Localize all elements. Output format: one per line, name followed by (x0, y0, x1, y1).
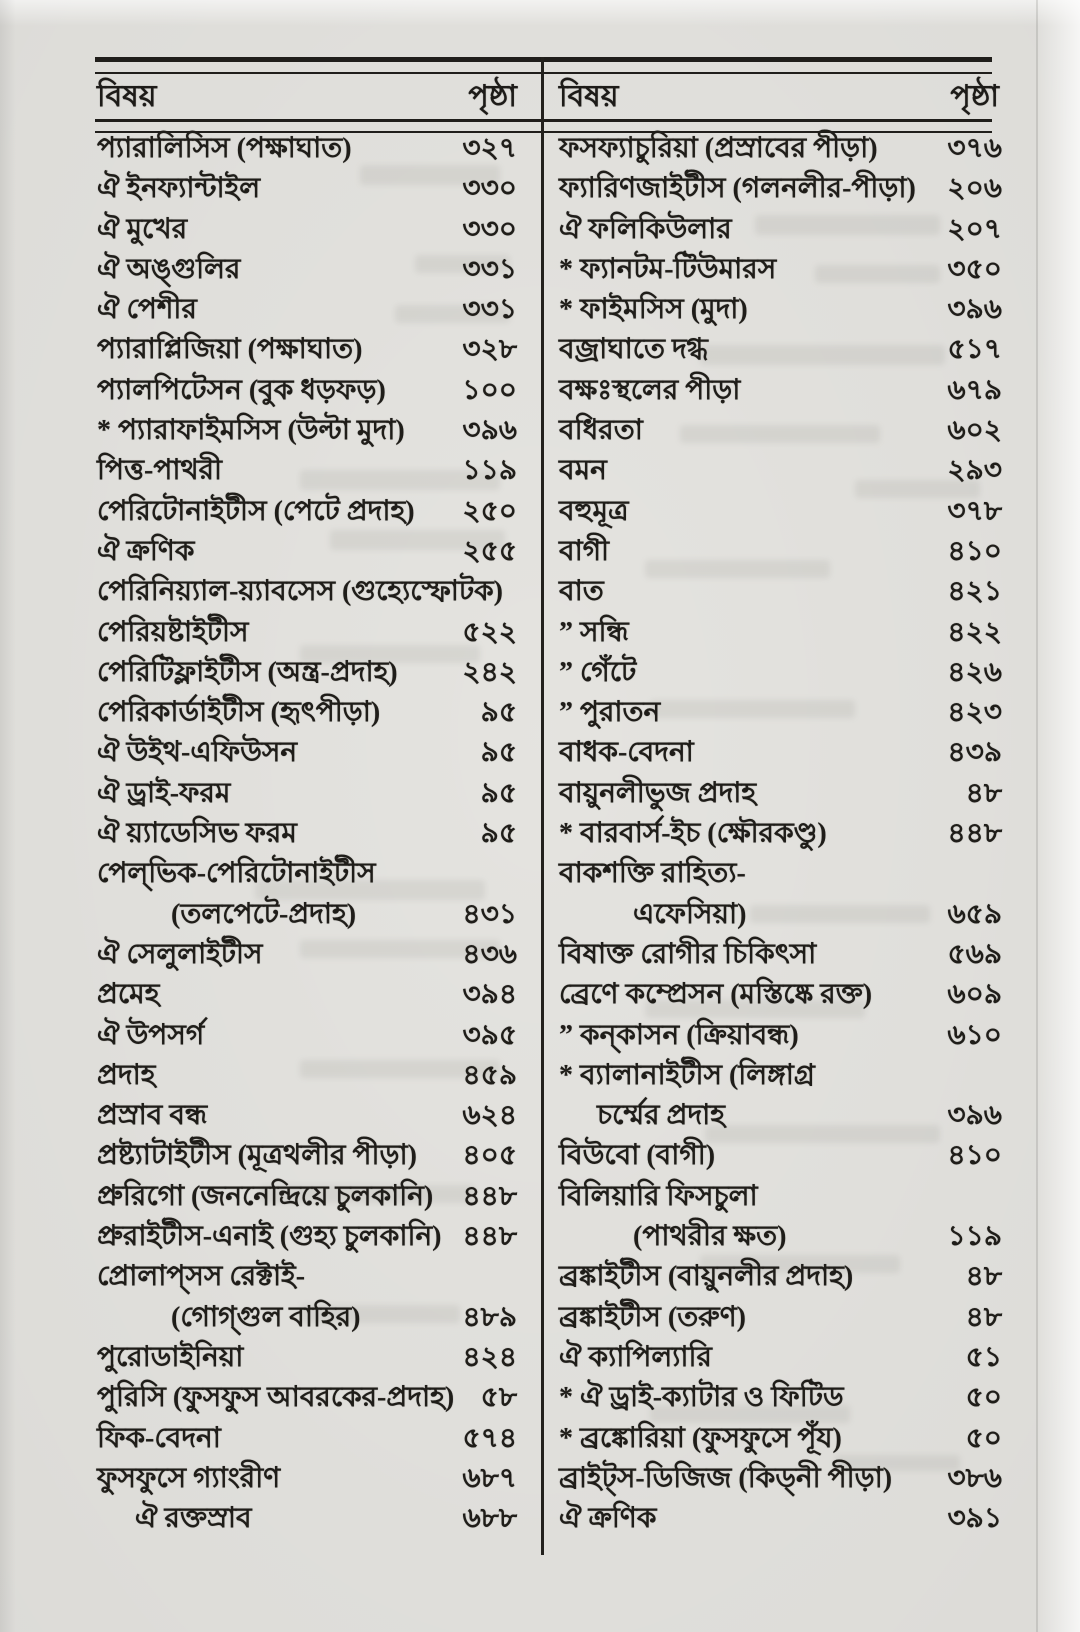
left-column-header (97, 72, 517, 123)
index-row (97, 1257, 517, 1297)
entry-subject: বিউবো (বাগী) (559, 1140, 716, 1172)
entry-page-number: ৩৭৬ (947, 133, 1002, 164)
entry-page-number: ৫৭৪ (462, 1422, 517, 1454)
entry-subject: * ঐ ড্রাই-ক্যাটার ও ফিটিড (559, 1382, 844, 1414)
entry-subject: ঐ ক্রণিক (97, 535, 195, 567)
right-column-header (559, 72, 999, 123)
entry-page-number: ৩৮৬ (947, 1462, 1002, 1494)
entry-subject: প্যারালিসিস (পক্ষাঘাত) (97, 133, 352, 164)
entry-page-number: ৪১০ (947, 1140, 1002, 1172)
entry-subject: ” পুরাতন (559, 697, 661, 729)
index-row (559, 1378, 1002, 1418)
entry-subject: ঐ সেলুলাইটীস (97, 938, 263, 970)
entry-subject: বাধক-বেদনা (559, 737, 694, 769)
index-row (559, 774, 1002, 814)
entry-subject: ” সন্ধি (559, 616, 629, 648)
entry-page-number: ৪২১ (947, 576, 1002, 608)
entry-subject: পুরিসি (ফুসফুস আবরকের-প্রদাহ) (97, 1382, 455, 1414)
entry-page-number: ৩৩১ (462, 253, 517, 285)
entry-subject: * ব্যালানাইটীস (লিঙ্গাগ্র (559, 1059, 815, 1091)
entry-subject: ঐ উপসর্গ (97, 1019, 205, 1051)
entry-page-number: ২৫০ (462, 495, 517, 527)
index-row (97, 1378, 517, 1418)
index-row (559, 371, 1002, 411)
index-row (559, 572, 1002, 612)
entry-subject: ব্রঙ্কাইটীস (তরুণ) (559, 1301, 746, 1333)
index-row (559, 330, 1002, 370)
page-header-label: পৃষ্ঠা (950, 80, 999, 113)
entry-subject: * বারবার্স-ইচ (ক্ষৌরকণ্ডু) (559, 818, 827, 850)
entry-subject: পুরোডাইনিয়া (97, 1341, 244, 1373)
entry-page-number: ৪৪৮ (462, 1221, 517, 1253)
index-row (97, 814, 517, 854)
entry-page-number: ৪৮৯ (462, 1301, 517, 1333)
index-row (559, 169, 1002, 209)
entry-page-number: ৫১ (965, 1341, 1002, 1373)
entry-subject: চর্ম্মের প্রদাহ (597, 1100, 725, 1132)
index-row (97, 895, 517, 935)
entry-page-number: ৩৯১ (947, 1503, 1002, 1535)
entry-page-number: ৩৫০ (947, 253, 1002, 285)
entry-subject: ” গেঁটে (559, 656, 637, 688)
index-row (559, 1298, 1002, 1338)
index-row (559, 935, 1002, 975)
entry-page-number: ৪২৬ (947, 656, 1002, 688)
index-row (97, 1136, 517, 1176)
entry-subject: * প্যারাফাইমসিস (উল্টা মুদা) (97, 415, 405, 447)
entry-subject: ফুসফুসে গ্যাংরীণ (97, 1462, 281, 1494)
entry-subject: ফসফ্যাচুরিয়া (প্রস্রাবের পীড়া) (559, 133, 878, 164)
entry-page-number: ৫০ (965, 1422, 1002, 1454)
right-column-rows (559, 129, 1002, 1539)
entry-subject: ঐ অঙ্গুলির (97, 253, 241, 285)
entry-subject: বজ্রাঘাতে দগ্ধ (559, 334, 708, 366)
index-row (97, 572, 517, 612)
index-row (559, 1056, 1002, 1096)
entry-page-number: ৩৩০ (462, 213, 517, 245)
entry-subject: বক্ষঃস্থলের পীড়া (559, 374, 741, 406)
index-row (559, 1419, 1002, 1459)
index-row (559, 1136, 1002, 1176)
entry-page-number: ৪২৩ (947, 697, 1002, 729)
entry-page-number: ২০৬ (947, 173, 1002, 205)
entry-page-number: ৪৮ (965, 1301, 1002, 1333)
entry-subject: ফিক-বেদনা (97, 1422, 221, 1454)
entry-subject: প্রমেহ (97, 979, 160, 1011)
index-row (97, 1298, 517, 1338)
entry-page-number: ৪৮ (965, 777, 1002, 809)
entry-page-number: ২৪২ (462, 656, 517, 688)
index-row (97, 411, 517, 451)
entry-subject: ঐ পেশীর (97, 294, 197, 326)
index-row (559, 532, 1002, 572)
entry-page-number: ৫৬৯ (947, 938, 1002, 970)
entry-page-number: ৪২২ (947, 616, 1002, 648)
entry-page-number: ৩২৮ (462, 334, 517, 366)
entry-page-number: ৯৫ (480, 818, 517, 850)
entry-page-number: ৬৭৯ (947, 374, 1002, 406)
entry-page-number: ৫২২ (462, 616, 517, 648)
index-row (97, 1016, 517, 1056)
entry-page-number: ৩৯৫ (462, 1019, 517, 1051)
entry-page-number: ৩২৭ (462, 133, 517, 164)
entry-page-number: ২৯৩ (947, 455, 1002, 487)
index-row (97, 653, 517, 693)
index-row (559, 1499, 1002, 1539)
entry-subject: ব্রাইট্‌স-ডিজিজ (কিড্‌নী পীড়া) (559, 1462, 893, 1494)
entry-page-number: ৬১০ (947, 1019, 1002, 1051)
entry-page-number: ৪৪৮ (462, 1180, 517, 1212)
index-row (559, 129, 1002, 169)
index-row (559, 613, 1002, 653)
entry-subject: * ব্রঙ্কোরিয়া (ফুসফুসে পূঁয) (559, 1422, 842, 1454)
entry-subject: বিলিয়ারি ফিসচুলা (559, 1180, 758, 1212)
entry-subject: ঐ ইনফ্যান্টাইল (97, 173, 261, 205)
entry-subject: ঐ রক্তস্রাব (135, 1503, 252, 1535)
subject-header-label: বিষয় (97, 80, 157, 113)
index-row (97, 290, 517, 330)
entry-subject: (পাথরীর ক্ষত) (633, 1221, 787, 1253)
entry-page-number: ২৫৫ (462, 535, 517, 567)
index-row (559, 1016, 1002, 1056)
entry-page-number: ৫৮ (480, 1382, 517, 1414)
index-row (97, 935, 517, 975)
entry-subject: বাত (559, 576, 604, 608)
entry-subject: ঐ উইথ-এফিউসন (97, 737, 298, 769)
index-row (97, 1096, 517, 1136)
index-row (97, 250, 517, 290)
index-row (97, 1338, 517, 1378)
entry-subject: বিষাক্ত রোগীর চিকিৎসা (559, 938, 817, 970)
index-row (559, 733, 1002, 773)
index-row (559, 1257, 1002, 1297)
entry-page-number: ৯৫ (480, 777, 517, 809)
entry-page-number: ৪৩৯ (947, 737, 1002, 769)
index-row (97, 613, 517, 653)
index-row (559, 1217, 1002, 1257)
index-row (97, 169, 517, 209)
entry-subject: পিত্ত-পাথরী (97, 455, 223, 487)
entry-subject: (গোগ্‌গুল বাহির) (171, 1301, 361, 1333)
entry-page-number: ৩৩১ (462, 294, 517, 326)
index-row (97, 733, 517, 773)
index-row (559, 492, 1002, 532)
entry-page-number: ৪৫৯ (462, 1059, 517, 1091)
entry-subject: ঐ য়্যাডেসিভ ফরম (97, 818, 297, 850)
page-edge-shadow (1036, 0, 1038, 1632)
index-row (559, 653, 1002, 693)
index-row (97, 1499, 517, 1539)
index-row (97, 129, 517, 169)
entry-page-number: ৫১৭ (947, 334, 1002, 366)
index-row (559, 1338, 1002, 1378)
entry-page-number: ৪৩১ (462, 898, 517, 930)
entry-subject: প্রুরিগো (জননেন্দ্রিয়ে চুলকানি) (97, 1180, 434, 1212)
index-row (97, 693, 517, 733)
entry-page-number: ১০০ (462, 374, 517, 406)
entry-page-number: ৬২৪ (462, 1100, 517, 1132)
index-row (97, 1459, 517, 1499)
index-row (559, 451, 1002, 491)
entry-page-number: ৩৭৮ (947, 495, 1002, 527)
entry-page-number: ৬৮৮ (462, 1503, 517, 1535)
entry-subject: (তলপেটে-প্রদাহ) (171, 898, 357, 930)
entry-subject: প্রস্রাব বন্ধ (97, 1100, 208, 1132)
index-row (559, 975, 1002, 1015)
entry-subject: বহুমূত্র (559, 495, 629, 527)
entry-page-number: ১১৯ (947, 1221, 1002, 1253)
entry-page-number: ৬০৯ (947, 979, 1002, 1011)
column-divider (541, 57, 544, 1555)
index-row (97, 330, 517, 370)
index-row (97, 774, 517, 814)
entry-subject: প্রুরাইটীস-এনাই (গুহ্য চুলকানি) (97, 1221, 442, 1253)
entry-page-number: ৯৫ (480, 697, 517, 729)
index-row (97, 492, 517, 532)
entry-page-number: ৬৫৯ (947, 898, 1002, 930)
entry-subject: ঐ ফলিকিউলার (559, 213, 732, 245)
index-row (559, 1177, 1002, 1217)
entry-subject: বমন (559, 455, 607, 487)
entry-subject: প্রোলাপ্‌সস রেক্টাই- (97, 1261, 306, 1293)
index-row (559, 895, 1002, 935)
index-row (559, 290, 1002, 330)
index-row (559, 1459, 1002, 1499)
entry-subject: * ফ্যানটম-টিউমারস (559, 253, 777, 285)
index-row (97, 371, 517, 411)
entry-subject: পেরিকার্ডাইটীস (হৃৎপীড়া) (97, 697, 381, 729)
index-row (559, 854, 1002, 894)
entry-subject: প্রদাহ (97, 1059, 156, 1091)
entry-page-number: ৯৫ (480, 737, 517, 769)
entry-subject: * ফাইমসিস (মুদা) (559, 294, 748, 326)
index-row (559, 250, 1002, 290)
entry-subject: পেরিটিফ্লাইটীস (অন্ত্র-প্রদাহ) (97, 656, 398, 688)
entry-page-number: ৬৮৭ (462, 1462, 517, 1494)
index-row (97, 1217, 517, 1257)
entry-subject: ঐ মুখের (97, 213, 188, 245)
index-row (559, 210, 1002, 250)
index-row (559, 693, 1002, 733)
entry-subject: ঐ ড্রাই-ফরম (97, 777, 231, 809)
entry-subject: ঐ ক্যাপিল্যারি (559, 1341, 712, 1373)
index-row (97, 854, 517, 894)
subject-header-label: বিষয় (559, 80, 619, 113)
index-row (97, 532, 517, 572)
entry-subject: ব্রঙ্কাইটীস (বায়ুনলীর প্রদাহ) (559, 1261, 854, 1293)
entry-subject: ঐ ক্রণিক (559, 1503, 657, 1535)
index-row (97, 451, 517, 491)
entry-page-number: ৪৪৮ (947, 818, 1002, 850)
entry-page-number: ৪৮ (965, 1261, 1002, 1293)
index-row (559, 814, 1002, 854)
entry-subject: ফ্যারিণজাইটীস (গলনলীর-পীড়া) (559, 173, 916, 205)
entry-subject: বায়ুনলীভুজ প্রদাহ (559, 777, 757, 809)
entry-subject: ব্রেণে কম্প্রেসন (মস্তিষ্কে রক্ত) (559, 979, 873, 1011)
entry-page-number: ৪৩৬ (462, 938, 517, 970)
entry-page-number: ৪২৪ (462, 1341, 517, 1373)
entry-subject: বাগী (559, 535, 610, 567)
entry-subject: ” কন্‌কাসন (ক্রিয়াবন্ধ) (559, 1019, 799, 1051)
entry-subject: প্রষ্ট্যাটাইটীস (মূত্রথলীর পীড়া) (97, 1140, 417, 1172)
entry-subject: পেরিয়ষ্টাইটীস (97, 616, 249, 648)
entry-subject: এফেসিয়া) (633, 898, 747, 930)
page-header-label: পৃষ্ঠা (468, 80, 517, 113)
index-row (97, 1056, 517, 1096)
entry-page-number: ৩৩০ (462, 173, 517, 205)
entry-page-number: ৫০ (965, 1382, 1002, 1414)
entry-subject: প্যারাপ্লিজিয়া (পক্ষাঘাত) (97, 334, 363, 366)
entry-page-number: ৩৯৪ (462, 979, 517, 1011)
entry-page-number: ৩৯৬ (462, 415, 517, 447)
entry-page-number: ৪১০ (947, 535, 1002, 567)
entry-subject: প্যালপিটেসন (বুক ধড়ফড়) (97, 374, 386, 406)
entry-subject: পেরিটোনাইটীস (পেটে প্রদাহ) (97, 495, 415, 527)
left-column-rows (97, 129, 517, 1539)
entry-subject: পেরিনিয়্যাল-য়্যাবসেস (গুহ্যেস্ফোটক) (97, 576, 503, 608)
index-row (97, 975, 517, 1015)
entry-page-number: ৩৯৬ (947, 294, 1002, 326)
entry-subject: বধিরতা (559, 415, 643, 447)
entry-page-number: ৪০৫ (462, 1140, 517, 1172)
entry-page-number: ৬০২ (947, 415, 1002, 447)
index-row (97, 210, 517, 250)
entry-page-number: ২০৭ (947, 213, 1002, 245)
index-row (559, 411, 1002, 451)
entry-page-number: ১১৯ (462, 455, 517, 487)
entry-subject: বাকশক্তি রাহিত্য- (559, 858, 746, 890)
index-row (97, 1177, 517, 1217)
index-row (97, 1419, 517, 1459)
index-row (559, 1096, 1002, 1136)
entry-page-number: ৩৯৬ (947, 1100, 1002, 1132)
entry-subject: পেল্‌ভিক-পেরিটোনাইটীস (97, 858, 376, 890)
